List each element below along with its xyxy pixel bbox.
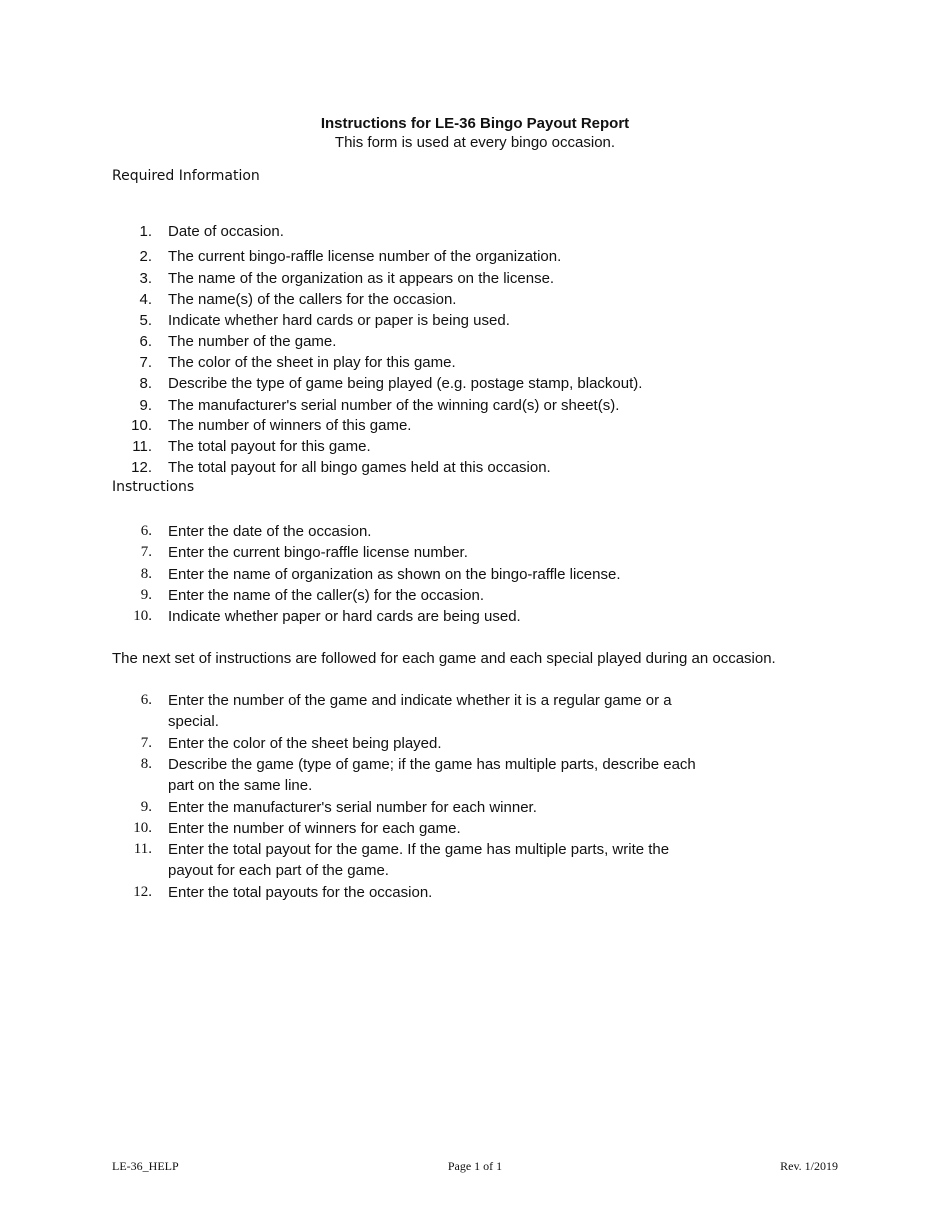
list-item-line: Enter the total payout for the game. If the game has multiple parts, write the [168,841,670,858]
list-item-number: 3. [139,270,152,287]
list-item-line: payout for each part of the game. [168,862,389,879]
list-item-number: 7. [139,354,152,371]
list-item-text: The total payout for all bingo games held at this occasion. [168,459,551,476]
footer-page-number: Page 1 of 1 [447,1159,503,1173]
list-item-text [168,818,728,839]
list-item-line: Enter the total payouts for the occasion. [168,884,433,901]
list-item-number: 11. [133,841,152,857]
list-item-text [168,797,728,818]
list-item-text [168,733,728,754]
list-item-number: 1. [139,223,152,240]
list-item-line: special. [168,713,219,730]
list-item-text: The color of the sheet in play for this game. [168,354,456,371]
list-item-text: The current bingo-raffle license number of the organization. [168,248,562,265]
page-subtitle: This form is used at every bingo occasion. [334,134,616,151]
list-item-text: The number of the game. [168,333,337,350]
list-item-number: 6. [140,523,152,539]
instructions-heading: Instructions [112,479,195,495]
list-item-text: Indicate whether hard cards or paper is being used. [168,312,510,329]
list-item-text: The name(s) of the callers for the occasion. [168,291,457,308]
page-title: Instructions for LE-36 Bingo Payout Report [320,115,630,132]
list-item-number: 10. [133,608,152,624]
list-item-text: The number of winners of this game. [168,417,412,434]
list-item-line: part on the same line. [168,777,313,794]
list-item-number: 8. [140,756,152,772]
list-item-line: Enter the number of the game and indicate whether it is a regular game or a [168,692,672,709]
list-item-number: 6. [140,692,152,708]
list-item-text [168,839,728,881]
list-item-number: 12. [133,884,152,900]
list-item-number: 10. [131,417,152,434]
game-intro: The next set of instructions are followed for each game and each special played during an occasion. [112,650,776,667]
list-item-text: The total payout for this game. [168,438,371,455]
list-item-text: Describe the type of game being played (e.g. postage stamp, blackout). [168,375,643,392]
list-item-number: 12. [131,459,152,476]
list-item-number: 5. [139,312,152,329]
list-item-text: Enter the current bingo-raffle license number. [168,544,468,561]
list-item-number: 10. [133,820,152,836]
list-item-text [168,690,728,732]
list-item-number: 2. [139,248,152,265]
list-item-line: Enter the number of winners for each game. [168,820,461,837]
list-item-line: Enter the manufacturer's serial number for each winner. [168,799,537,816]
list-item-number: 6. [139,333,152,350]
list-item-text [168,754,728,796]
list-item-number: 8. [140,566,152,582]
list-item-number: 4. [139,291,152,308]
list-item-number: 8. [139,375,152,392]
list-item-text: Enter the date of the occasion. [168,523,372,540]
list-item-line: Enter the color of the sheet being played. [168,735,442,752]
list-item-number: 7. [140,735,152,751]
footer-form-id: LE-36_HELP [112,1159,179,1173]
required-heading: Required Information [112,168,260,184]
list-item-text: Enter the name of organization as shown on the bingo-raffle license. [168,566,621,583]
list-item-text: Indicate whether paper or hard cards are being used. [168,608,521,625]
list-item-text [168,882,728,903]
list-item-text: The name of the organization as it appears on the license. [168,270,555,287]
list-item-number: 9. [140,587,152,603]
list-item-number: 11. [132,438,152,455]
list-item-text: The manufacturer's serial number of the winning card(s) or sheet(s). [168,397,620,414]
list-item-number: 9. [140,799,152,815]
list-item-text: Date of occasion. [168,223,284,240]
list-item-number: 7. [140,544,152,560]
list-item-line: Describe the game (type of game; if the game has multiple parts, describe each [168,756,696,773]
list-item-number: 9. [139,397,152,414]
footer-revision: Rev. 1/2019 [780,1159,838,1173]
list-item-text: Enter the name of the caller(s) for the occasion. [168,587,484,604]
